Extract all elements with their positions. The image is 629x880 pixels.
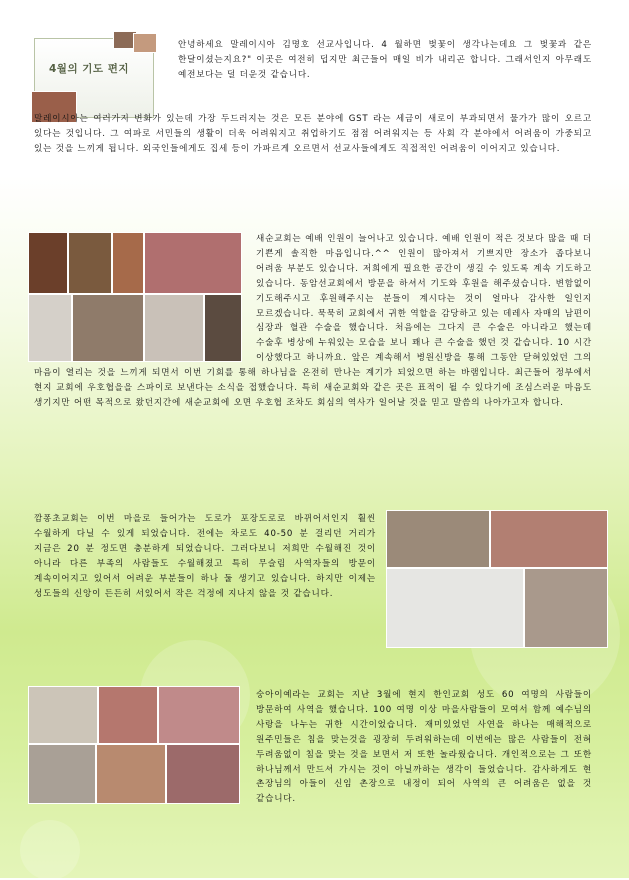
intro-paragraph: 안녕하세요 말레이시아 김명호 선교사입니다. 4 월하면 벚꽃이 생각나는데요 그 벚꽃과 같은 한달이셨는지요?" 이곳은 여전히 덥지만 최근들어 매일 비가 내리곤 합니다. 그래서인지 아무래도 예전보다는 덜 더운것 같습니다. xyxy=(178,40,592,80)
saesoon-church-paragraph: 새순교회는 예배 인원이 늘어나고 있습니다. 예배 인원이 적은 것보다 많을 때 더 기쁜게 솔직한 마음입니다.^^ 인원이 많아져서 기쁘지만 장소가 좁다보니 어려움 부분도 있습니다. 저희에게 필요한 공간이 생길 수 있도록 계속 기도하고 있습니다. 동암선교회에서 방문을 하셔서 기도와 후원을 해주셨습니다. 변함없이 기도해주시고 후원해주시는 분들이 계시다는 것이 얼마나 감사한 일인지 모르겠습니다. 묵묵히 교회에서 귀한 역할을 감당하고 있는 데레사 자매의 남편이 심장과 혈관 수술을 했습니다. 처음에는 그다지 큰 수술은 아니라고 했는데 수술후 병상에 누워있는 모습을 보니 꽤나 큰 수술을 했던 것 같습니다. 10 시간 이상했다고 하니까요. 앞은 계속해서 병원신방을 통해 그동안 닫혀있었던 그의 마음이 열리는 것을 느끼게 되면서 이번 기회를 통해 하나님을 온전히 만나는 계기가 되었으면 하는 바램입니다. 최근들어 정부에서 현지 교회에 우호협을을 스파이로 보낸다는 소식을 접했습니다. 특히 새순교회와 같은 곳은 표적이 될 수 있다기에 조심스러운 마음도 생기지만 어떤 목적으로 왔던지간에 새순교회에 오면 우호협 조차도 회심의 역사가 일어날 것을 믿고 말씀의 나아가고자 합니다. xyxy=(34,234,592,408)
sungai-church-paragraph: 숭아이예라는 교회는 지난 3월에 현지 한인교회 성도 60 여명의 사람들이 방문하여 사역을 했습니다. 100 여명 이상 마을사람들이 모여서 함께 예수님의 사랑을 나누는 귀한 시간이었습니다. 재미있었던 사연을 하나는 매해적으로 원주민들은 침을 맞는것을 굉장히 두려워하는데 이번에는 많은 사람들이 전혀 두려움없이 침을 맞는 것을 보면서 저 또한 놀라웠습니다. 개인적으로는 그 또한 하나님께서 만드셔 가시는 것이 아닐까하는 생각이 들었습니다. 감사하게도 현 촌장님의 아들이 신임 촌장으로 내정이 되어 사역의 큰 어려움은 없을 것 같습니다. xyxy=(256,690,592,805)
photo-thumb xyxy=(133,33,157,53)
church-photo xyxy=(490,510,608,568)
card-title: 4월의 기도 편지 xyxy=(49,63,129,75)
photo-collage-kampong xyxy=(386,510,608,648)
church-photo xyxy=(386,510,490,568)
church-photo xyxy=(386,568,524,648)
title-card xyxy=(34,38,154,118)
economy-paragraph: 말레이시아는 여러가지 변화가 있는데 가장 두드러지는 것은 모든 분야에 GST 라는 세금이 새로이 부과되면서 물가가 많이 오르고 있다는 것입니다. 그 여파로 서민들의 생활이 더욱 어려워지고 취업하기도 점점 어려워지는 등 사회 각 분야에서 어려움이 가중되고 있는 것을 느끼게 됩니다. 외국인들에게도 집세 등이 가파르게 오르면서 선교사들에게도 직접적인 어려움이 이어지고 있습니다. xyxy=(34,114,592,154)
church-photo xyxy=(524,568,608,648)
kampong-church-paragraph: 깜퐁초교회는 이번 마을로 들어가는 도로가 포장도로로 바뀌어서인지 훨씬 수월하게 다닐 수 있게 되었습니다. 전에는 차로도 40-50 분 걸리던 거리가 지금은 20 분 정도면 충분하게 되었습니다. 그러다보니 저희만 수월해진 것이 아니라 다른 부족의 사람들도 수월해졌고 특히 무슬림 사역자들의 방문이 계속이어지고 있어서 어려운 부분들이 하나 둘 생기고 있습니다. 하지만 이제는 성도들의 신앙이 든든히 서있어서 작은 걱정에 지나지 않을 것 같습니다. xyxy=(34,514,376,599)
decorative-bubble xyxy=(20,820,80,880)
